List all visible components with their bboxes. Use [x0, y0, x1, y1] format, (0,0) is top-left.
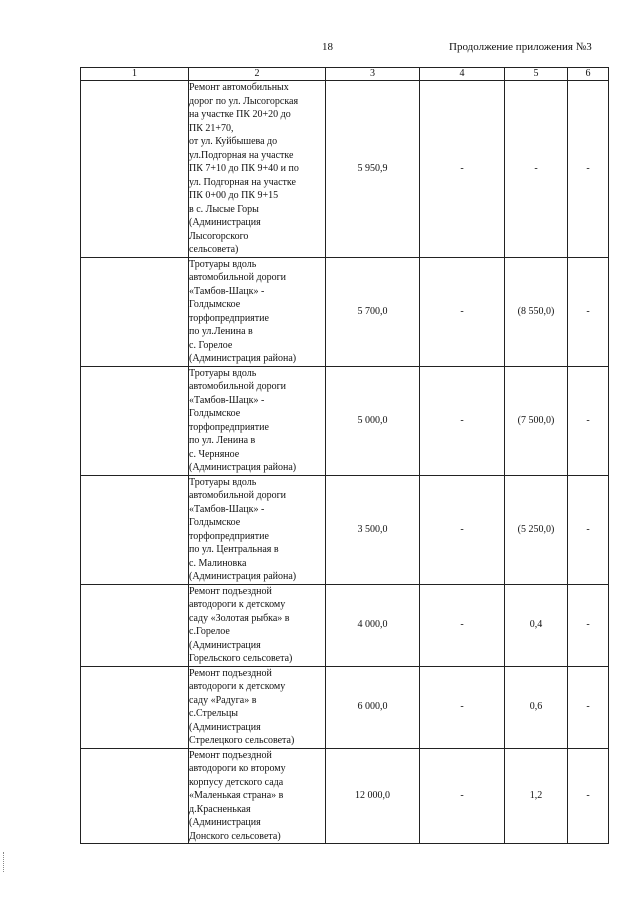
- column-5-cell: -: [505, 81, 568, 258]
- description-cell: Ремонт автомобильных дорог по ул. Лысогорская на участке ПК 20+20 до ПК 21+70, от ул. Куйбышева до ул.Подгорная на участке ПК 7+10 до ПК 9+40 и по ул. Подгорная на участке ПК 0+00 до ПК 9+15 в с. Лысые Горы (Администрация Лысогорского сельсовета): [189, 81, 326, 258]
- amount-cell: 5 000,0: [326, 366, 420, 475]
- column-4-cell: -: [420, 666, 505, 748]
- page-number: 18: [322, 41, 333, 53]
- column-6-cell: -: [568, 81, 609, 258]
- column-4-cell: -: [420, 366, 505, 475]
- amount-cell: 12 000,0: [326, 748, 420, 844]
- column-6-cell: -: [568, 257, 609, 366]
- column-4-cell: -: [420, 584, 505, 666]
- column-6-cell: -: [568, 366, 609, 475]
- column-6-cell: -: [568, 666, 609, 748]
- description-cell: Тротуары вдоль автомобильной дороги «Тамбов-Шацк» - Голдымское торфопредприятие по ул. Ленина в с. Черняное (Администрация района): [189, 366, 326, 475]
- column-6-cell: -: [568, 475, 609, 584]
- column-1-cell: [81, 666, 189, 748]
- column-1-cell: [81, 81, 189, 258]
- column-5-cell: (5 250,0): [505, 475, 568, 584]
- table-row: [81, 366, 609, 475]
- table-row: [81, 475, 609, 584]
- column-5-cell: (8 550,0): [505, 257, 568, 366]
- column-5-cell: 0,4: [505, 584, 568, 666]
- table-row: [81, 81, 609, 258]
- column-6-cell: -: [568, 748, 609, 844]
- amount-cell: 4 000,0: [326, 584, 420, 666]
- column-1-cell: [81, 366, 189, 475]
- column-1-cell: [81, 475, 189, 584]
- column-4-cell: -: [420, 748, 505, 844]
- column-header-2: 2: [189, 68, 326, 81]
- table-row: [81, 584, 609, 666]
- column-header-1: 1: [81, 68, 189, 81]
- column-header-4: 4: [420, 68, 505, 81]
- amount-cell: 5 950,9: [326, 81, 420, 258]
- table-row: [81, 257, 609, 366]
- column-header-3: 3: [326, 68, 420, 81]
- description-cell: Ремонт подъездной автодороги к детскому саду «Золотая рыбка» в с.Горелое (Администрация Горельского сельсовета): [189, 584, 326, 666]
- description-cell: Ремонт подъездной автодороги ко второму корпусу детского сада «Маленькая страна» в д.Красненькая (Администрация Донского сельсовета): [189, 748, 326, 844]
- column-1-cell: [81, 584, 189, 666]
- column-4-cell: -: [420, 81, 505, 258]
- appendix-table: [80, 67, 609, 844]
- column-4-cell: -: [420, 475, 505, 584]
- description-cell: Тротуары вдоль автомобильной дороги «Тамбов-Шацк» - Голдымское торфопредприятие по ул.Ленина в с. Горелое (Администрация района): [189, 257, 326, 366]
- column-5-cell: 1,2: [505, 748, 568, 844]
- amount-cell: 6 000,0: [326, 666, 420, 748]
- column-number-row: [81, 68, 609, 81]
- column-4-cell: -: [420, 257, 505, 366]
- description-cell: Тротуары вдоль автомобильной дороги «Тамбов-Шацк» - Голдымское торфопредприятие по ул. Центральная в с. Малиновка (Администрация района): [189, 475, 326, 584]
- column-5-cell: (7 500,0): [505, 366, 568, 475]
- amount-cell: 3 500,0: [326, 475, 420, 584]
- column-1-cell: [81, 257, 189, 366]
- column-header-6: 6: [568, 68, 609, 81]
- column-5-cell: 0,6: [505, 666, 568, 748]
- amount-cell: 5 700,0: [326, 257, 420, 366]
- table-row: [81, 748, 609, 844]
- column-6-cell: -: [568, 584, 609, 666]
- column-header-5: 5: [505, 68, 568, 81]
- scan-margin-mark: [3, 852, 6, 872]
- column-1-cell: [81, 748, 189, 844]
- table-row: [81, 666, 609, 748]
- description-cell: Ремонт подъездной автодороги к детскому саду «Радуга» в с.Стрельцы (Администрация Стрелецкого сельсовета): [189, 666, 326, 748]
- continuation-label: Продолжение приложения №3: [449, 41, 592, 53]
